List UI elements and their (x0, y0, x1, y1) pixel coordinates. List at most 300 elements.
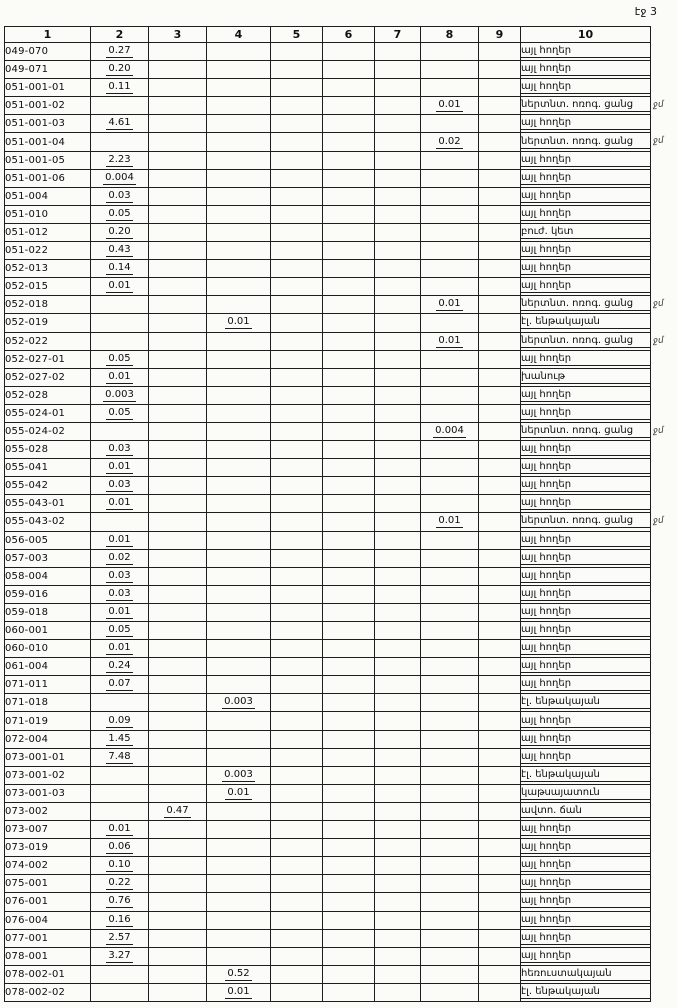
cell-text: 3.27 (108, 949, 131, 961)
value-cell (149, 640, 207, 658)
cell-text: 0.004 (105, 171, 134, 183)
value-cell (479, 839, 521, 857)
value-cell (91, 296, 149, 314)
value-cell (91, 332, 149, 350)
cell-text: 0.03 (108, 569, 131, 581)
value-cell (479, 205, 521, 223)
value-cell (479, 766, 521, 784)
code-cell (5, 748, 91, 766)
cell-text: 061-004 (5, 661, 49, 673)
value-cell (479, 79, 521, 97)
value-cell (375, 730, 421, 748)
cell-text: 077-001 (5, 932, 49, 944)
cell-text: 055-043-01 (5, 498, 66, 510)
value-cell (271, 839, 323, 857)
value-cell (479, 965, 521, 983)
value-cell (323, 857, 375, 875)
value-cell (421, 459, 479, 477)
value-cell (149, 965, 207, 983)
value-cell (421, 585, 479, 603)
value-cell (421, 477, 479, 495)
value-cell (375, 368, 421, 386)
value-cell (149, 459, 207, 477)
code-cell (5, 676, 91, 694)
value-cell (479, 495, 521, 513)
cell-text: 0.003 (224, 768, 253, 780)
value-cell (421, 839, 479, 857)
value-cell (207, 97, 271, 115)
value-cell (479, 422, 521, 440)
value-cell (375, 79, 421, 97)
value-cell (323, 404, 375, 422)
label-cell (521, 784, 651, 802)
value-cell (479, 368, 521, 386)
cell-text: այլ հողեր (521, 443, 650, 456)
code-cell (5, 459, 91, 477)
value-cell (479, 603, 521, 621)
value-cell (323, 802, 375, 820)
column-header: 5 (271, 27, 323, 43)
value-cell (479, 404, 521, 422)
value-cell (421, 603, 479, 621)
cell-text: 055-041 (5, 462, 49, 474)
cell-text: ներտնտ. ոռոգ. ցանց (521, 515, 650, 528)
value-cell (479, 875, 521, 893)
cell-text: 2.57 (108, 931, 131, 943)
value-cell (149, 622, 207, 640)
cell-text: 055-043-02 (5, 516, 66, 528)
value-cell (91, 386, 149, 404)
value-cell (207, 983, 271, 1001)
value-cell (375, 965, 421, 983)
value-cell (375, 133, 421, 151)
cell-text: 078-001 (5, 950, 49, 962)
table-row (5, 404, 651, 422)
cell-text: այլ հողեր (521, 81, 650, 94)
cell-text: այլ հողեր (521, 570, 650, 583)
cell-text: 052-022 (5, 335, 49, 347)
label-cell (521, 839, 651, 857)
code-cell (5, 513, 91, 531)
value-cell (421, 350, 479, 368)
value-cell (207, 260, 271, 278)
column-header: 3 (149, 27, 207, 43)
value-cell (271, 893, 323, 911)
cell-text: այլ հողեր (521, 624, 650, 637)
value-cell (207, 875, 271, 893)
value-cell (91, 784, 149, 802)
value-cell (149, 441, 207, 459)
table-row (5, 296, 651, 314)
value-cell (323, 784, 375, 802)
label-cell (521, 893, 651, 911)
value-cell (375, 260, 421, 278)
value-cell (479, 477, 521, 495)
value-cell (149, 296, 207, 314)
label-cell (521, 477, 651, 495)
code-cell (5, 531, 91, 549)
handwritten-margin-note: ջմ (652, 136, 665, 147)
value-cell (91, 712, 149, 730)
value-cell (421, 278, 479, 296)
cell-text: այլ հողեր (521, 733, 650, 746)
value-cell (323, 712, 375, 730)
value-cell (207, 622, 271, 640)
table-row (5, 748, 651, 766)
value-cell (149, 567, 207, 585)
value-cell (207, 911, 271, 929)
handwritten-margin-note: ջմ (652, 335, 665, 346)
value-cell (421, 911, 479, 929)
value-cell (149, 839, 207, 857)
cell-text: այլ հողեր (521, 497, 650, 510)
cell-text: այլ հողեր (521, 914, 650, 927)
label-cell (521, 223, 651, 241)
value-cell (207, 404, 271, 422)
cell-text: այլ հողեր (521, 172, 650, 185)
value-cell (149, 79, 207, 97)
label-cell (521, 603, 651, 621)
cell-text: 071-019 (5, 715, 49, 727)
value-cell (323, 676, 375, 694)
cell-text: 051-004 (5, 190, 49, 202)
label-cell (521, 314, 651, 332)
value-cell (207, 603, 271, 621)
value-cell (479, 513, 521, 531)
value-cell (323, 278, 375, 296)
value-cell (421, 314, 479, 332)
value-cell (479, 658, 521, 676)
cell-text: այլ հողեր (521, 932, 650, 945)
value-cell (91, 43, 149, 61)
cell-text: 052-019 (5, 317, 49, 329)
value-cell (207, 748, 271, 766)
table-row (5, 61, 651, 79)
code-cell (5, 332, 91, 350)
value-cell (323, 151, 375, 169)
value-cell (91, 585, 149, 603)
value-cell (323, 640, 375, 658)
cell-text: 0.03 (108, 443, 131, 455)
value-cell (149, 242, 207, 260)
value-cell (421, 857, 479, 875)
value-cell (271, 622, 323, 640)
cell-text: այլ հողեր (521, 389, 650, 402)
value-cell (271, 857, 323, 875)
cell-text: խանութ (521, 371, 650, 384)
cell-text: 071-011 (5, 679, 49, 691)
value-cell (479, 531, 521, 549)
label-cell (521, 730, 651, 748)
code-cell (5, 223, 91, 241)
cell-text: էլ. ենթակայան (521, 986, 650, 999)
value-cell (323, 965, 375, 983)
code-cell (5, 97, 91, 115)
handwritten-margin-note: ջմ (652, 516, 665, 527)
cell-text: 0.003 (105, 388, 134, 400)
table-row (5, 875, 651, 893)
cell-text: 078-002-02 (5, 986, 66, 998)
value-cell (91, 947, 149, 965)
cell-text: այլ հողեր (521, 877, 650, 890)
cell-text: 051-001-04 (5, 136, 66, 148)
value-cell (375, 821, 421, 839)
table-row (5, 694, 651, 712)
code-cell (5, 640, 91, 658)
value-cell (149, 368, 207, 386)
value-cell (271, 97, 323, 115)
value-cell (149, 513, 207, 531)
value-cell (149, 187, 207, 205)
table-row (5, 151, 651, 169)
value-cell (207, 567, 271, 585)
value-cell (323, 187, 375, 205)
value-cell (323, 332, 375, 350)
handwritten-margin-note: ջմ (652, 425, 665, 437)
value-cell (207, 585, 271, 603)
value-cell (149, 784, 207, 802)
table-row (5, 242, 651, 260)
label-cell (521, 169, 651, 187)
table-row (5, 350, 651, 368)
value-cell (207, 839, 271, 857)
value-cell (421, 422, 479, 440)
cell-text: 0.01 (108, 823, 131, 835)
cell-text: այլ հողեր (521, 950, 650, 963)
table-row (5, 314, 651, 332)
value-cell (479, 61, 521, 79)
cell-text: 073-007 (5, 824, 49, 836)
cell-text: 0.05 (108, 207, 131, 219)
value-cell (207, 205, 271, 223)
value-cell (91, 242, 149, 260)
code-cell (5, 133, 91, 151)
value-cell (323, 875, 375, 893)
label-cell (521, 622, 651, 640)
value-cell (323, 422, 375, 440)
value-cell (323, 549, 375, 567)
value-cell (479, 712, 521, 730)
code-cell (5, 911, 91, 929)
cell-text: 2.23 (108, 153, 131, 165)
value-cell (479, 187, 521, 205)
value-cell (323, 477, 375, 495)
value-cell (149, 585, 207, 603)
value-cell (207, 151, 271, 169)
value-cell (271, 314, 323, 332)
code-cell (5, 477, 91, 495)
label-cell (521, 531, 651, 549)
table-row (5, 386, 651, 404)
code-cell (5, 404, 91, 422)
value-cell (375, 97, 421, 115)
column-header: 4 (207, 27, 271, 43)
cell-text: 052-028 (5, 389, 49, 401)
value-cell (91, 821, 149, 839)
value-cell (91, 640, 149, 658)
value-cell (479, 459, 521, 477)
value-cell (271, 821, 323, 839)
value-cell (323, 929, 375, 947)
cell-text: 0.02 (108, 551, 131, 563)
code-cell (5, 368, 91, 386)
value-cell (271, 766, 323, 784)
value-cell (271, 368, 323, 386)
value-cell (149, 730, 207, 748)
value-cell (323, 386, 375, 404)
value-cell (91, 314, 149, 332)
value-cell (375, 386, 421, 404)
value-cell (271, 585, 323, 603)
value-cell (421, 223, 479, 241)
value-cell (91, 857, 149, 875)
table-row (5, 821, 651, 839)
value-cell (421, 748, 479, 766)
cell-text: 060-010 (5, 643, 49, 655)
table-row (5, 622, 651, 640)
value-cell (421, 784, 479, 802)
cell-text: այլ հողեր (521, 208, 650, 221)
value-cell (91, 278, 149, 296)
cell-text: այլ հողեր (521, 45, 650, 58)
table-row (5, 712, 651, 730)
value-cell (323, 223, 375, 241)
label-cell (521, 658, 651, 676)
value-cell (149, 404, 207, 422)
value-cell (479, 585, 521, 603)
value-cell (149, 278, 207, 296)
value-cell (479, 748, 521, 766)
column-header: 2 (91, 27, 149, 43)
value-cell (149, 386, 207, 404)
label-cell (521, 151, 651, 169)
table-row (5, 603, 651, 621)
value-cell (323, 911, 375, 929)
code-cell (5, 350, 91, 368)
value-cell (91, 567, 149, 585)
value-cell (149, 495, 207, 513)
label-cell (521, 115, 651, 133)
value-cell (421, 43, 479, 61)
cell-text: 1.45 (108, 732, 131, 744)
cell-text: 0.14 (108, 262, 131, 274)
table-row (5, 531, 651, 549)
value-cell (207, 242, 271, 260)
cell-text: ներտնտ. ոռոգ. ցանց (521, 99, 650, 112)
code-cell (5, 585, 91, 603)
value-cell (207, 893, 271, 911)
cell-text: 0.52 (227, 967, 250, 979)
value-cell (149, 857, 207, 875)
code-cell (5, 278, 91, 296)
value-cell (207, 61, 271, 79)
cell-text: 055-042 (5, 480, 49, 492)
table-row (5, 115, 651, 133)
value-cell (271, 79, 323, 97)
value-cell (323, 205, 375, 223)
value-cell (271, 603, 323, 621)
value-cell (375, 223, 421, 241)
cell-text: այլ հողեր (521, 262, 650, 275)
value-cell (207, 314, 271, 332)
table-row (5, 278, 651, 296)
value-cell (479, 386, 521, 404)
value-cell (375, 929, 421, 947)
code-cell (5, 622, 91, 640)
value-cell (421, 79, 479, 97)
value-cell (271, 983, 323, 1001)
table-row (5, 332, 651, 350)
code-cell (5, 694, 91, 712)
cell-text: 0.01 (438, 334, 461, 346)
value-cell (271, 422, 323, 440)
value-cell (421, 658, 479, 676)
cell-text: 055-028 (5, 444, 49, 456)
value-cell (271, 404, 323, 422)
value-cell (375, 187, 421, 205)
value-cell (271, 169, 323, 187)
column-header: 1 (5, 27, 91, 43)
cell-text: 059-016 (5, 588, 49, 600)
value-cell (91, 115, 149, 133)
code-cell (5, 965, 91, 983)
cell-text: 060-001 (5, 625, 49, 637)
value-cell (375, 603, 421, 621)
value-cell (207, 640, 271, 658)
value-cell (207, 296, 271, 314)
value-cell (271, 730, 323, 748)
cell-text: 0.05 (108, 624, 131, 636)
value-cell (207, 784, 271, 802)
value-cell (91, 404, 149, 422)
value-cell (207, 477, 271, 495)
table-header-row (5, 27, 651, 43)
value-cell (323, 350, 375, 368)
table-row (5, 640, 651, 658)
value-cell (271, 676, 323, 694)
value-cell (479, 567, 521, 585)
value-cell (149, 983, 207, 1001)
value-cell (479, 151, 521, 169)
label-cell (521, 278, 651, 296)
cell-text: 071-018 (5, 697, 49, 709)
cell-text: 0.01 (438, 515, 461, 527)
table-row (5, 477, 651, 495)
value-cell (149, 748, 207, 766)
code-cell (5, 115, 91, 133)
label-cell (521, 802, 651, 820)
table-row (5, 893, 651, 911)
value-cell (271, 694, 323, 712)
value-cell (375, 766, 421, 784)
value-cell (375, 513, 421, 531)
value-cell (323, 766, 375, 784)
value-cell (271, 61, 323, 79)
value-cell (271, 567, 323, 585)
cell-text: 0.01 (108, 642, 131, 654)
cell-text: այլ հողեր (521, 660, 650, 673)
value-cell (91, 61, 149, 79)
value-cell (479, 441, 521, 459)
code-cell (5, 441, 91, 459)
label-cell (521, 676, 651, 694)
value-cell (149, 875, 207, 893)
column-header: 7 (375, 27, 421, 43)
table-row (5, 97, 651, 115)
code-cell (5, 983, 91, 1001)
value-cell (207, 929, 271, 947)
value-cell (375, 477, 421, 495)
